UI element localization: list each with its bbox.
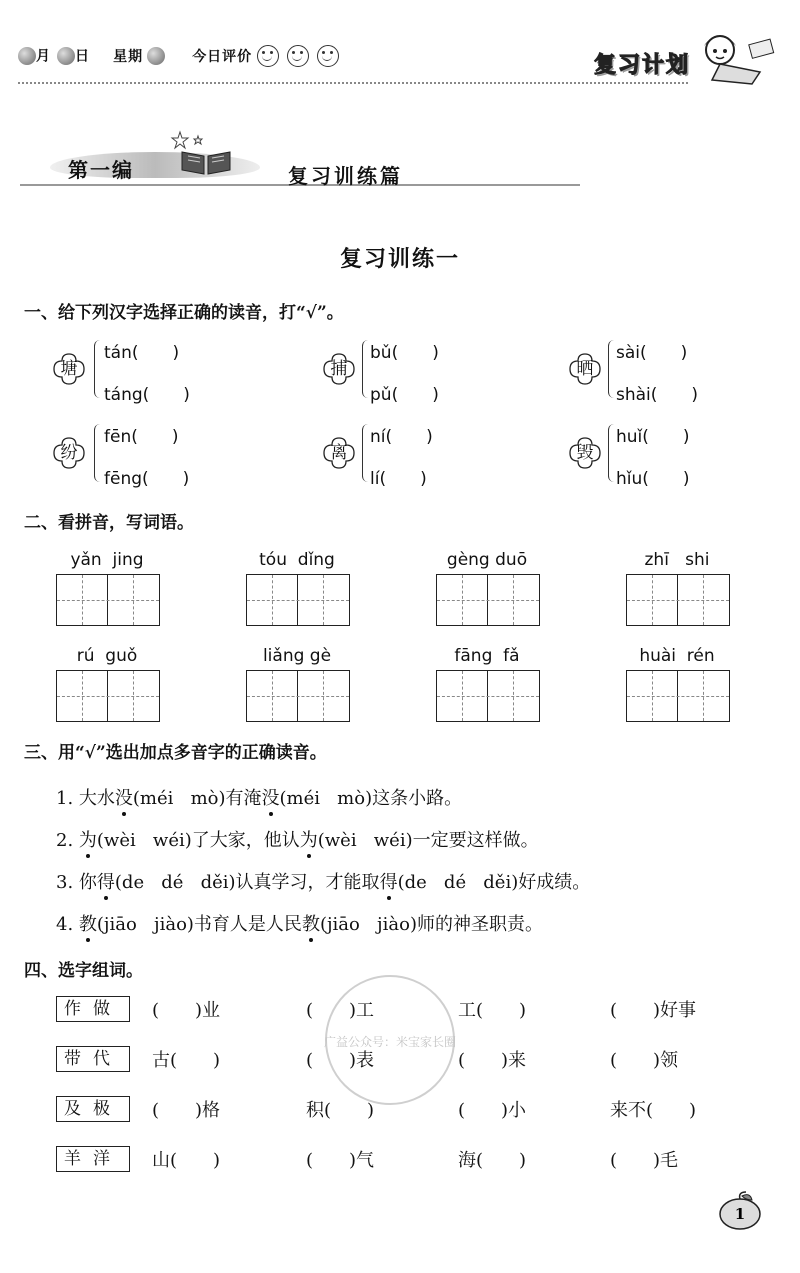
writing-grid[interactable] bbox=[56, 574, 160, 626]
writing-grid[interactable] bbox=[246, 670, 350, 722]
char-pair-box: 带代 bbox=[56, 1046, 130, 1072]
pinyin-word: gèng duō bbox=[446, 550, 528, 570]
q1-option[interactable]: táng( ) bbox=[104, 385, 190, 405]
writing-grid[interactable] bbox=[56, 670, 160, 722]
writing-grid[interactable] bbox=[626, 574, 730, 626]
q1-char: 纷 bbox=[60, 443, 78, 463]
section-label: 第一编 bbox=[68, 158, 134, 182]
writing-grid[interactable] bbox=[246, 574, 350, 626]
q1-char: 塘 bbox=[60, 359, 78, 379]
word-blank[interactable]: 工( ) bbox=[458, 1000, 527, 1021]
svg-text:1: 1 bbox=[734, 1205, 746, 1223]
word-blank[interactable]: 积( ) bbox=[306, 1100, 375, 1121]
page-number-apple-icon bbox=[716, 1190, 764, 1230]
page-title: 复习训练一 bbox=[339, 246, 460, 272]
pinyin-word: rú guǒ bbox=[76, 646, 138, 666]
svg-text:广益公众号：米宝家长圈: 广益公众号：米宝家长圈 bbox=[323, 1035, 457, 1049]
pinyin-word: liǎng gè bbox=[262, 646, 332, 666]
pinyin-word: zhī shi bbox=[644, 550, 710, 570]
plan-title: 复习计划 bbox=[593, 52, 690, 78]
q1-char: 晒 bbox=[576, 359, 594, 379]
q1-char: 毁 bbox=[576, 443, 594, 463]
q1-option[interactable]: bǔ( ) bbox=[370, 343, 439, 363]
reading-options[interactable]: (jiāo jiào)书育人是人民 bbox=[96, 914, 302, 935]
weekday-label: 星期 bbox=[113, 48, 144, 65]
q1-option[interactable]: tán( ) bbox=[104, 343, 180, 363]
question-4-title: 四、选字组词。 bbox=[24, 961, 143, 981]
reading-options[interactable]: (méi mò)有淹 bbox=[132, 788, 262, 809]
word-blank[interactable]: 山( ) bbox=[152, 1150, 221, 1171]
question-1-title: 一、给下列汉字选择正确的读音，打“√”。 bbox=[24, 303, 344, 323]
word-blank[interactable]: ( )来 bbox=[458, 1050, 527, 1071]
sentence-4: 4. 教(jiāo jiào)书育人是人民教(jiāo jiào)师的神圣职责。 bbox=[56, 910, 543, 936]
sentence-3: 3. 你得(de dé děi)认真学习，才能取得(de dé děi)好成绩。 bbox=[56, 868, 590, 894]
pinyin-word: yǎn jing bbox=[70, 550, 144, 570]
writing-grid[interactable] bbox=[436, 670, 540, 722]
q1-option[interactable]: fēng( ) bbox=[104, 469, 190, 489]
reading-options[interactable]: (de dé děi)好成绩。 bbox=[397, 872, 591, 893]
rating-label: 今日评价 bbox=[192, 48, 253, 65]
word-blank[interactable]: ( )业 bbox=[152, 1000, 221, 1021]
q1-option[interactable]: sài( ) bbox=[616, 343, 688, 363]
weekday-dot-icon bbox=[147, 47, 165, 65]
word-blank[interactable]: ( )表 bbox=[306, 1050, 375, 1071]
q1-option[interactable]: ní( ) bbox=[370, 427, 433, 447]
word-blank[interactable]: ( )毛 bbox=[610, 1150, 679, 1171]
word-blank[interactable]: ( )领 bbox=[610, 1050, 679, 1071]
day-dot-icon bbox=[57, 47, 75, 65]
q1-char: 捕 bbox=[330, 359, 348, 379]
sentence-2: 2. 为(wèi wéi)了大家，他认为(wèi wéi)一定要这样做。 bbox=[56, 826, 539, 852]
q1-option[interactable]: fēn( ) bbox=[104, 427, 179, 447]
question-2-title: 二、看拼音，写词语。 bbox=[24, 513, 194, 533]
reading-options[interactable]: (wèi wéi)一定要这样做。 bbox=[317, 830, 539, 851]
q1-option[interactable]: shài( ) bbox=[616, 385, 699, 405]
char-pair-box: 及极 bbox=[56, 1096, 130, 1122]
word-blank[interactable]: ( )气 bbox=[306, 1150, 375, 1171]
question-3-title: 三、用“√”选出加点多音字的正确读音。 bbox=[24, 743, 327, 763]
writing-grid[interactable] bbox=[436, 574, 540, 626]
day-label: 日 bbox=[75, 48, 90, 65]
q1-option[interactable]: lí( ) bbox=[370, 469, 427, 489]
reading-options[interactable]: (méi mò)这条小路。 bbox=[279, 788, 463, 809]
q1-char: 离 bbox=[330, 443, 348, 463]
word-blank[interactable]: ( )工 bbox=[306, 1000, 375, 1021]
q1-option[interactable]: pǔ( ) bbox=[370, 385, 439, 405]
word-blank[interactable]: 古( ) bbox=[152, 1050, 221, 1071]
girl-reading-icon bbox=[690, 28, 780, 88]
writing-grid[interactable] bbox=[626, 670, 730, 722]
char-pair-box: 羊洋 bbox=[56, 1146, 130, 1172]
banner-title: 复习训练篇 bbox=[288, 164, 403, 188]
word-blank[interactable]: ( )小 bbox=[458, 1100, 527, 1121]
header-divider bbox=[18, 82, 688, 84]
book-icon bbox=[180, 148, 232, 176]
smiley-icon bbox=[287, 45, 309, 67]
word-blank[interactable]: ( )格 bbox=[152, 1100, 221, 1121]
word-blank[interactable]: 海( ) bbox=[458, 1150, 527, 1171]
pinyin-word: tóu dǐng bbox=[259, 550, 335, 570]
reading-options[interactable]: (jiāo jiào)师的神圣职责。 bbox=[319, 914, 543, 935]
word-blank[interactable]: ( )好事 bbox=[610, 1000, 697, 1021]
smiley-icon bbox=[317, 45, 339, 67]
pinyin-word: fāng fǎ bbox=[454, 646, 520, 666]
reading-options[interactable]: (wèi wéi)了大家，他认 bbox=[96, 830, 300, 851]
smiley-icon bbox=[257, 45, 279, 67]
q1-option[interactable]: hǐu( ) bbox=[616, 469, 690, 489]
q1-option[interactable]: huǐ( ) bbox=[616, 427, 690, 447]
char-pair-box: 作做 bbox=[56, 996, 130, 1022]
reading-options[interactable]: (de dé děi)认真学习，才能取 bbox=[114, 872, 380, 893]
section-banner bbox=[20, 138, 580, 196]
month-dot-icon bbox=[18, 47, 36, 65]
sentence-1: 1. 大水没(méi mò)有淹没(méi mò)这条小路。 bbox=[56, 784, 462, 810]
word-blank[interactable]: 来不( ) bbox=[610, 1100, 697, 1121]
watermark-stamp bbox=[320, 970, 460, 1110]
pinyin-word: huài rén bbox=[639, 646, 715, 666]
star-icon bbox=[170, 130, 210, 150]
month-label: 月 bbox=[36, 48, 51, 65]
